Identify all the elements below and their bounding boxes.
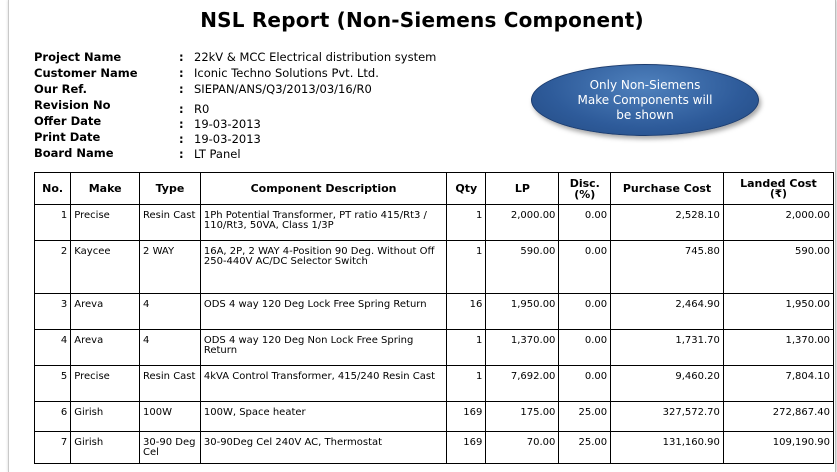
- cell-description: 4kVA Control Transformer, 415/240 Resin Cast: [200, 366, 446, 402]
- cell-description: ODS 4 way 120 Deg Non Lock Free Spring Return: [200, 330, 446, 366]
- report-title: NSL Report (Non-Siemens Component): [200, 8, 644, 32]
- info-label: Offer Date: [34, 114, 102, 128]
- cell-no: 7: [35, 432, 71, 464]
- col-header-make: Make: [71, 173, 140, 205]
- cell-lp: 2,000.00: [486, 205, 559, 241]
- info-label: Our Ref.: [34, 82, 88, 96]
- info-label: Print Date: [34, 130, 101, 144]
- info-value: 22kV & MCC Electrical distribution system: [194, 50, 437, 64]
- info-value: 19-03-2013: [194, 117, 261, 131]
- cell-type: 4: [140, 294, 201, 330]
- cell-qty: 1: [447, 241, 486, 294]
- info-label: Project Name: [34, 50, 122, 64]
- cell-qty: 16: [447, 294, 486, 330]
- table-row: [35, 366, 834, 402]
- cell-make: Areva: [71, 294, 140, 330]
- cell-lp: 175.00: [486, 402, 559, 432]
- cell-lp: 70.00: [486, 432, 559, 464]
- cell-landed-cost: 272,867.40: [723, 402, 833, 432]
- table-row: [35, 205, 834, 241]
- cell-purchase-cost: 2,528.10: [611, 205, 724, 241]
- cell-type: 30-90 Deg Cel: [140, 432, 201, 464]
- cell-landed-cost: 7,804.10: [723, 366, 833, 402]
- info-colon: :: [179, 117, 184, 131]
- cell-type: 4: [140, 330, 201, 366]
- table-row: [35, 294, 834, 330]
- col-header-type: Type: [140, 173, 201, 205]
- col-header-description: Component Description: [200, 173, 446, 205]
- col-header-discount: Disc. (%): [559, 173, 611, 205]
- cell-description: 100W, Space heater: [200, 402, 446, 432]
- cell-discount: 25.00: [559, 402, 611, 432]
- cell-type: 100W: [140, 402, 201, 432]
- report-page: [8, 0, 836, 472]
- cell-qty: 169: [447, 402, 486, 432]
- cell-lp: 7,692.00: [486, 366, 559, 402]
- cell-type: 2 WAY: [140, 241, 201, 294]
- cell-type: Resin Cast: [140, 205, 201, 241]
- col-header-landed-cost: [723, 173, 833, 205]
- col-header-lp: LP: [486, 173, 559, 205]
- cell-discount: 0.00: [559, 205, 611, 241]
- info-value: 19-03-2013: [194, 132, 261, 146]
- info-label: Revision No: [34, 98, 111, 112]
- info-colon: :: [179, 102, 184, 116]
- info-colon: :: [179, 147, 184, 161]
- cell-discount: 25.00: [559, 432, 611, 464]
- col-header-no: No.: [35, 173, 71, 205]
- cell-purchase-cost: 1,731.70: [611, 330, 724, 366]
- cell-purchase-cost: 9,460.20: [611, 366, 724, 402]
- cell-type: Resin Cast: [140, 366, 201, 402]
- cell-lp: 1,370.00: [486, 330, 559, 366]
- cell-discount: 0.00: [559, 366, 611, 402]
- cell-no: 6: [35, 402, 71, 432]
- rupee-symbol: (₹): [770, 187, 787, 200]
- cell-landed-cost: 2,000.00: [723, 205, 833, 241]
- info-colon: :: [179, 132, 184, 146]
- components-table: [34, 172, 834, 464]
- table-row: [35, 402, 834, 432]
- table-row: [35, 241, 834, 294]
- cell-make: Areva: [71, 330, 140, 366]
- cell-discount: 0.00: [559, 330, 611, 366]
- info-label: Customer Name: [34, 66, 138, 80]
- cell-no: 1: [35, 205, 71, 241]
- cell-landed-cost: 109,190.90: [723, 432, 833, 464]
- cell-purchase-cost: 2,464.90: [611, 294, 724, 330]
- info-value: R0: [194, 102, 210, 116]
- info-value: LT Panel: [194, 147, 241, 161]
- cell-qty: 1: [447, 366, 486, 402]
- cell-make: Precise: [71, 366, 140, 402]
- table-row: [35, 432, 834, 464]
- landed-cost-label: Landed Cost: [740, 176, 817, 190]
- cell-no: 3: [35, 294, 71, 330]
- cell-qty: 169: [447, 432, 486, 464]
- cell-landed-cost: 1,950.00: [723, 294, 833, 330]
- cell-lp: 1,950.00: [486, 294, 559, 330]
- cell-landed-cost: 1,370.00: [723, 330, 833, 366]
- cell-no: 2: [35, 241, 71, 294]
- cell-no: 4: [35, 330, 71, 366]
- cell-make: Girish: [71, 402, 140, 432]
- callout-bubble: [531, 64, 759, 136]
- cell-description: 30-90Deg Cel 240V AC, Thermostat: [200, 432, 446, 464]
- table-header-row: [35, 173, 834, 205]
- cell-make: Precise: [71, 205, 140, 241]
- col-header-purchase-cost: Purchase Cost: [611, 173, 724, 205]
- cell-qty: 1: [447, 330, 486, 366]
- cell-discount: 0.00: [559, 294, 611, 330]
- cell-description: 1Ph Potential Transformer, PT ratio 415/Rt3 / 110/Rt3, 50VA, Class 1/3P: [200, 205, 446, 241]
- info-colon: :: [179, 50, 184, 64]
- cell-no: 5: [35, 366, 71, 402]
- cell-discount: 0.00: [559, 241, 611, 294]
- info-value: Iconic Techno Solutions Pvt. Ltd.: [194, 66, 379, 80]
- cell-qty: 1: [447, 205, 486, 241]
- info-colon: :: [179, 82, 184, 96]
- cell-description: 16A, 2P, 2 WAY 4-Position 90 Deg. Without Off 250-440V AC/DC Selector Switch: [200, 241, 446, 294]
- cell-description: ODS 4 way 120 Deg Lock Free Spring Return: [200, 294, 446, 330]
- cell-lp: 590.00: [486, 241, 559, 294]
- cell-make: Kaycee: [71, 241, 140, 294]
- cell-purchase-cost: 131,160.90: [611, 432, 724, 464]
- info-label: Board Name: [34, 146, 114, 160]
- col-header-qty: Qty: [447, 173, 486, 205]
- cell-landed-cost: 590.00: [723, 241, 833, 294]
- cell-purchase-cost: 327,572.70: [611, 402, 724, 432]
- callout-text: Only Non-Siemens Make Components will be shown: [577, 77, 713, 122]
- table-row: [35, 330, 834, 366]
- info-value: SIEPAN/ANS/Q3/2013/03/16/R0: [194, 82, 372, 96]
- cell-purchase-cost: 745.80: [611, 241, 724, 294]
- info-colon: :: [179, 66, 184, 80]
- cell-make: Girish: [71, 432, 140, 464]
